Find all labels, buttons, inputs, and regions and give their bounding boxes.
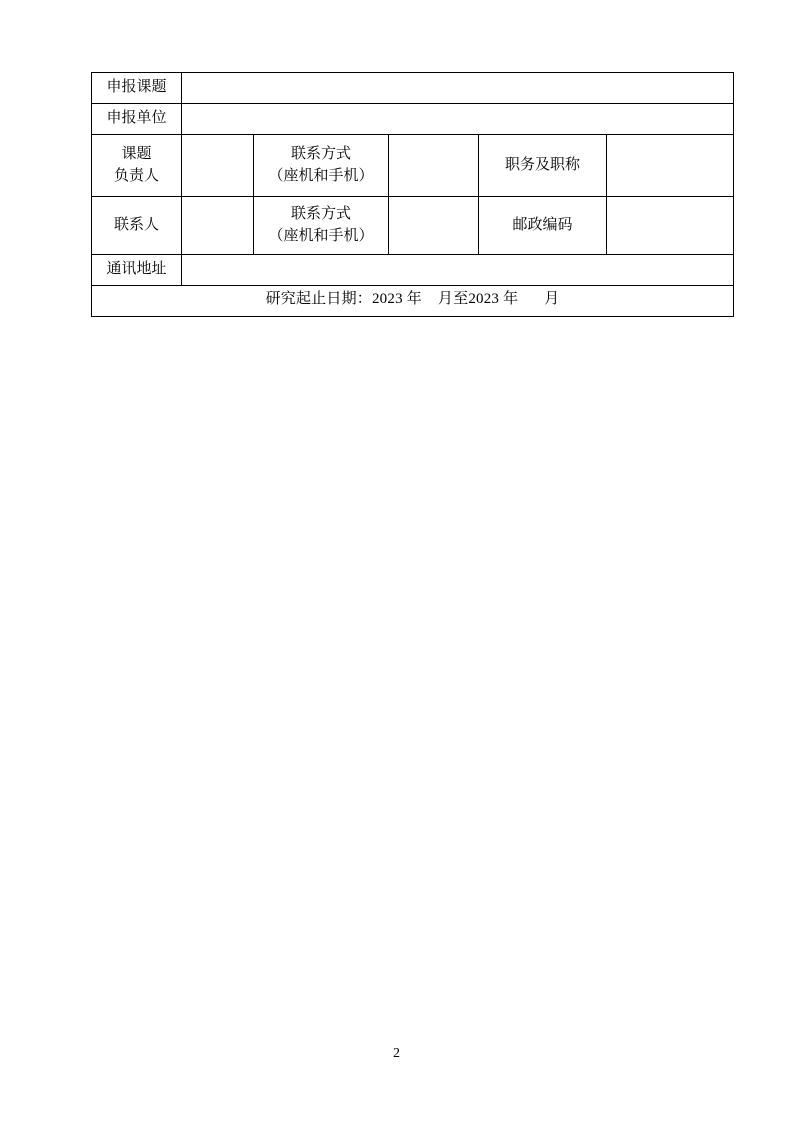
table-row <box>92 73 734 104</box>
research-period-prefix: 研究起止日期： <box>265 291 372 308</box>
research-period-start-year[interactable]: 2023 年 <box>371 291 422 308</box>
row-label-leader-contact-line1: 联系方式 <box>290 145 351 162</box>
application-form-table <box>91 72 734 317</box>
field-leader-contact[interactable] <box>389 135 479 197</box>
row-label-leader-contact-line2: （座机和手机） <box>268 167 374 184</box>
row-label-application-topic: 申报课题 <box>92 73 182 104</box>
table-row <box>92 135 734 197</box>
row-label-project-leader <box>92 135 182 197</box>
field-contact-person-name[interactable] <box>182 197 254 255</box>
row-label-application-unit: 申报单位 <box>92 104 182 135</box>
research-period-end-month-label: 月 <box>544 291 560 308</box>
field-mailing-address[interactable] <box>182 255 734 286</box>
row-label-contact-person-phone-line1: 联系方式 <box>290 205 351 222</box>
table-row-research-period <box>92 286 734 317</box>
research-period-end-year[interactable]: 2023 年 <box>468 291 519 308</box>
row-label-contact-person: 联系人 <box>92 197 182 255</box>
row-label-contact-person-phone <box>254 197 389 255</box>
research-period-cell <box>92 286 734 317</box>
field-leader-position-title[interactable] <box>607 135 734 197</box>
table-row <box>92 197 734 255</box>
table-row <box>92 255 734 286</box>
row-label-leader-position-title: 职务及职称 <box>479 135 607 197</box>
row-label-leader-contact <box>254 135 389 197</box>
row-label-project-leader-line2: 负责人 <box>113 167 159 184</box>
field-application-topic[interactable] <box>182 73 734 104</box>
page-number: 2 <box>393 1046 400 1061</box>
field-application-unit[interactable] <box>182 104 734 135</box>
table-row <box>92 104 734 135</box>
field-project-leader-name[interactable] <box>182 135 254 197</box>
row-label-mailing-address: 通讯地址 <box>92 255 182 286</box>
field-contact-person-phone[interactable] <box>389 197 479 255</box>
field-postal-code[interactable] <box>607 197 734 255</box>
row-label-project-leader-line1: 课题 <box>121 145 152 162</box>
row-label-postal-code: 邮政编码 <box>479 197 607 255</box>
row-label-contact-person-phone-line2: （座机和手机） <box>268 227 374 244</box>
research-period-start-month-label: 月至 <box>437 291 469 308</box>
